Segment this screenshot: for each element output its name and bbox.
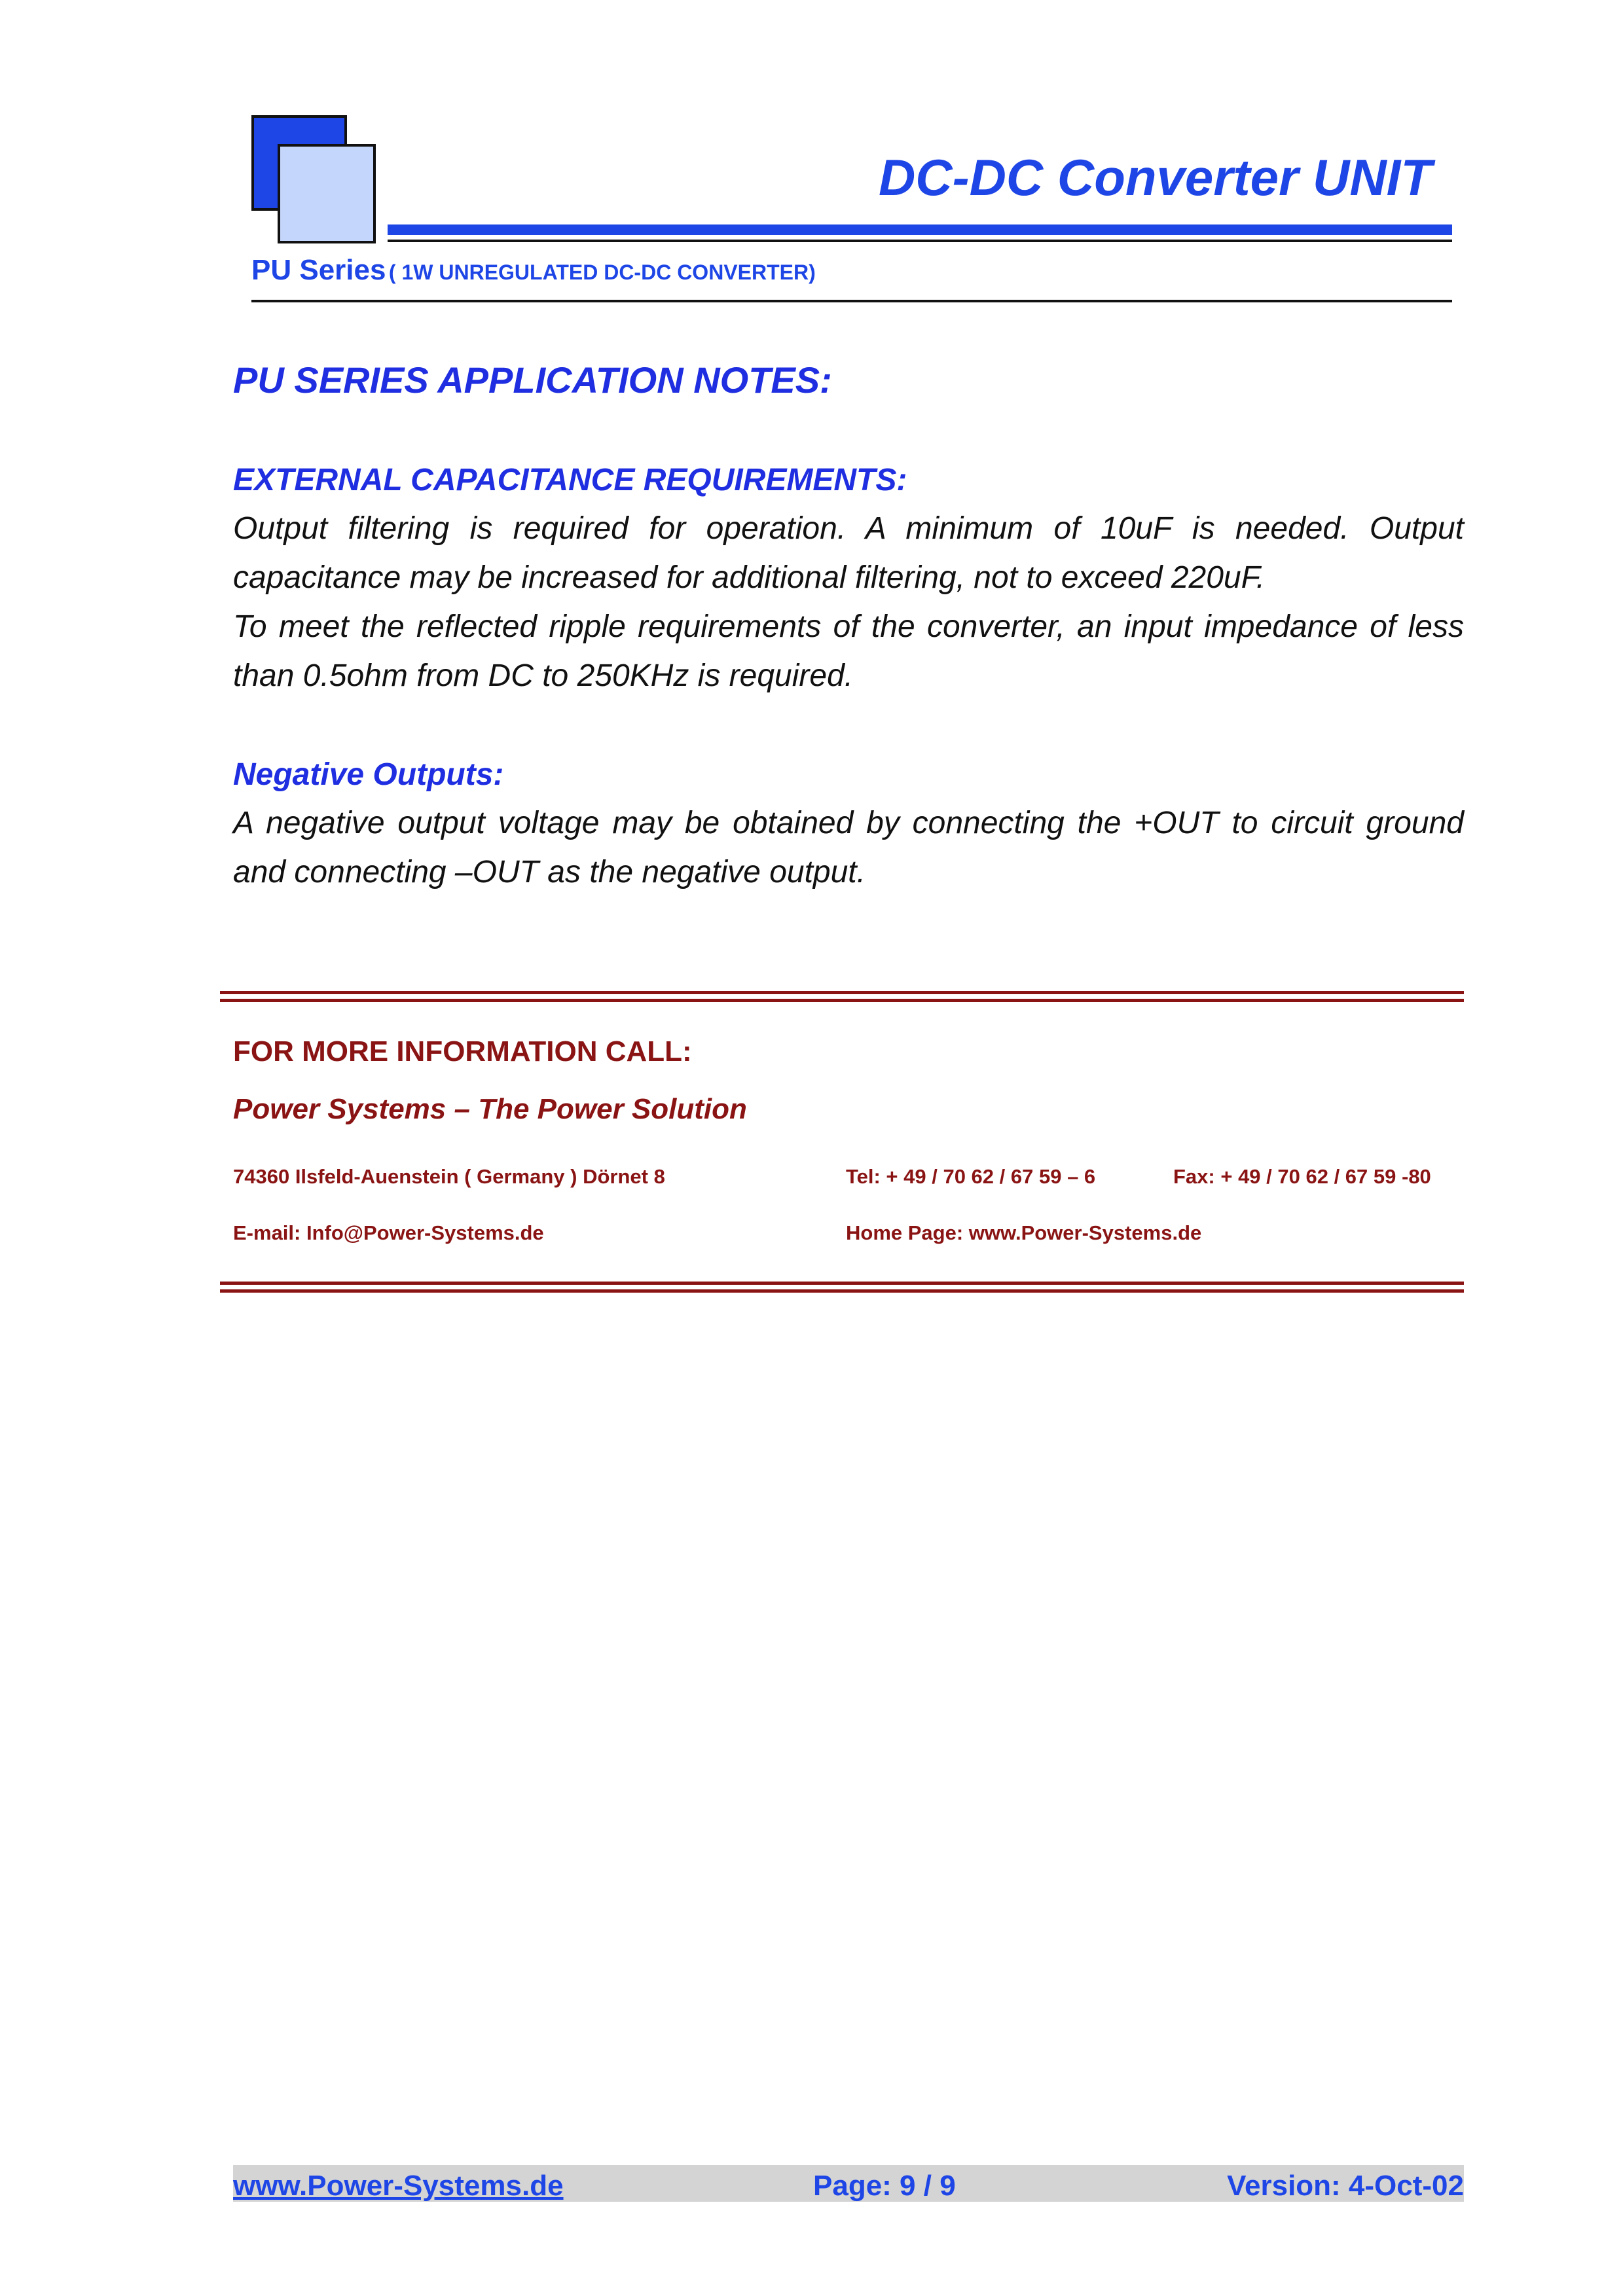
section-heading-capacitance: EXTERNAL CAPACITANCE REQUIREMENTS:	[233, 463, 907, 497]
logo-front-square	[278, 144, 376, 243]
contact-top-rule	[220, 991, 1464, 994]
paragraph: Output filtering is required for operation. A minimum of 10uF is needed. Output capacitance may be increased for additional filtering, not to exceed 220uF.	[233, 511, 1464, 595]
footer-page-number: Page: 9 / 9	[813, 2170, 956, 2202]
home-page: Home Page: www.Power-Systems.de	[846, 1221, 1202, 1244]
telephone: Tel: + 49 / 70 62 / 67 59 – 6	[846, 1165, 1096, 1188]
paragraph: A negative output voltage may be obtained by connecting the +OUT to circuit ground and connecting –OUT as the negative output.	[233, 806, 1464, 889]
header-thin-rule	[388, 240, 1452, 242]
document-title: DC-DC Converter UNIT	[878, 149, 1432, 206]
section-heading-negative-outputs: Negative Outputs:	[233, 757, 504, 792]
contact-bottom-rule	[220, 1282, 1464, 1285]
section-body-capacitance	[233, 504, 1464, 700]
series-description: ( 1W UNREGULATED DC-DC CONVERTER)	[388, 260, 816, 284]
header-blue-bar	[388, 224, 1452, 235]
header-divider	[251, 300, 1452, 302]
section-body-negative-outputs	[233, 798, 1464, 897]
page-heading: PU SERIES APPLICATION NOTES:	[233, 359, 832, 401]
fax: Fax: + 49 / 70 62 / 67 59 -80	[1173, 1165, 1431, 1188]
address: 74360 Ilsfeld-Auenstein ( Germany ) Dörnet 8	[233, 1165, 665, 1188]
contact-top-rule	[220, 999, 1464, 1002]
email: E-mail: Info@Power-Systems.de	[233, 1221, 544, 1244]
contact-bottom-rule	[220, 1289, 1464, 1293]
footer-website-link[interactable]: www.Power-Systems.de	[233, 2170, 564, 2202]
contact-heading: FOR MORE INFORMATION CALL:	[233, 1035, 692, 1067]
paragraph: To meet the reflected ripple requirements of the converter, an input impedance of less than 0.5ohm from DC to 250KHz is required.	[233, 609, 1464, 693]
series-label	[251, 254, 816, 287]
series-name: PU Series	[251, 254, 386, 286]
company-name: Power Systems – The Power Solution	[233, 1093, 747, 1125]
footer-version: Version: 4-Oct-02	[1227, 2170, 1464, 2202]
